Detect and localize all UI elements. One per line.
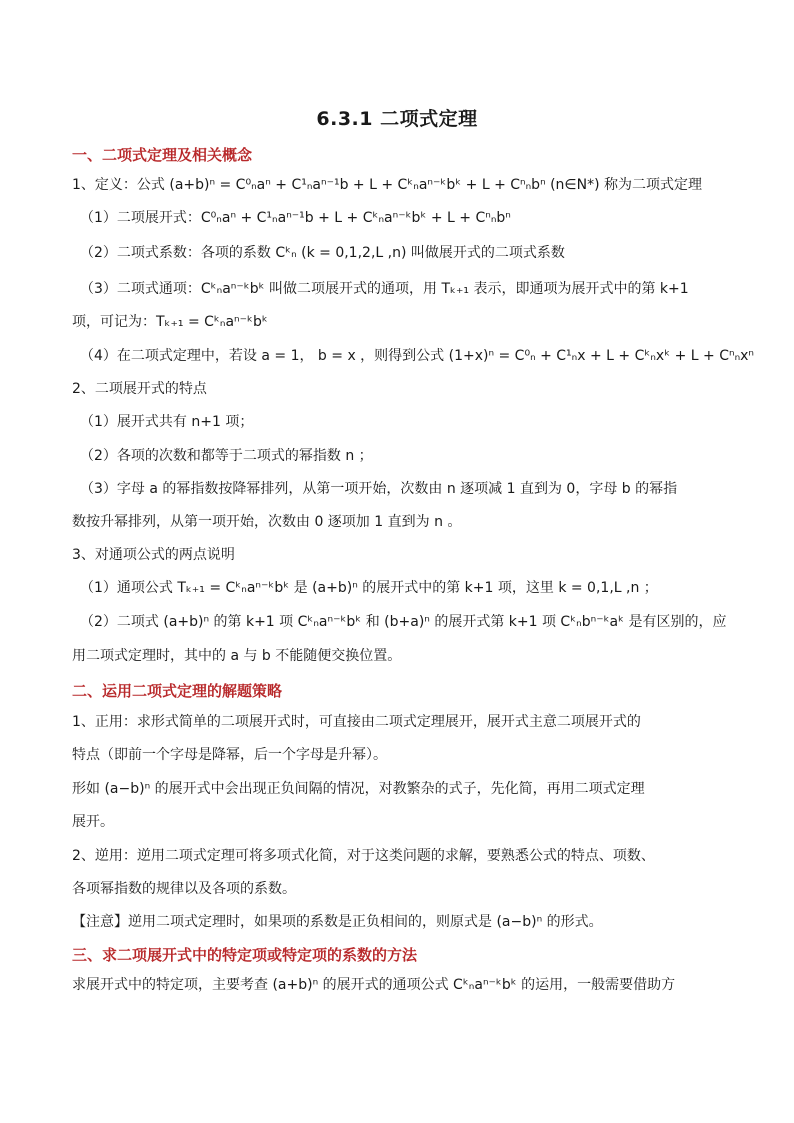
paragraph-note-2-cont: 用二项式定理时，其中的 a 与 b 不能随便交换位置。 bbox=[72, 648, 402, 664]
paragraph-definition: 1、定义：公式 (a+b)ⁿ = C⁰ₙaⁿ + C¹ₙaⁿ⁻¹b + L + Cᵏₙaⁿ⁻ᵏbᵏ + L + Cⁿₙbⁿ (n∈N*) 称为二项式定理 bbox=[72, 177, 703, 193]
paragraph-alternating: 形如 (a−b)ⁿ 的展开式中会出现正负间隔的情况，对教繁杂的式子，先化简，再用二项式定理 bbox=[72, 781, 645, 797]
paragraph-expansion: （1）二项展开式：C⁰ₙaⁿ + C¹ₙaⁿ⁻¹b + L + Cᵏₙaⁿ⁻ᵏbᵏ + L + Cⁿₙbⁿ bbox=[80, 210, 511, 226]
paragraph-note-2: （2）二项式 (a+b)ⁿ 的第 k+1 项 Cᵏₙaⁿ⁻ᵏbᵏ 和 (b+a)ⁿ 的展开式第 k+1 项 Cᵏₙbⁿ⁻ᵏaᵏ 是有区别的，应 bbox=[80, 614, 727, 630]
paragraph-note-1: （1）通项公式 Tₖ₊₁ = Cᵏₙaⁿ⁻ᵏbᵏ 是 (a+b)ⁿ 的展开式中的第 k+1 项，这里 k = 0,1,L ,n ； bbox=[80, 580, 658, 596]
paragraph-feature-3-cont: 数按升幂排列，从第一项开始，次数由 0 逐项加 1 直到为 n 。 bbox=[72, 514, 462, 530]
paragraph-general-term-cont: 项，可记为：Tₖ₊₁ = Cᵏₙaⁿ⁻ᵏbᵏ bbox=[72, 314, 268, 330]
paragraph-direct-use: 1、正用：求形式简单的二项展开式时，可直接由二项式定理展开，展开式主意二项展开式的 bbox=[72, 714, 641, 730]
paragraph-feature-1: （1）展开式共有 n+1 项； bbox=[80, 414, 254, 430]
paragraph-special-case: （4）在二项式定理中，若设 a = 1， b = x ，则得到公式 (1+x)ⁿ = C⁰ₙ + C¹ₙx + L + Cᵏₙxᵏ + L + Cⁿₙxⁿ bbox=[80, 348, 755, 364]
paragraph-notes-heading: 3、对通项公式的两点说明 bbox=[72, 547, 235, 563]
paragraph-alternating-cont: 展开。 bbox=[72, 814, 114, 830]
paragraph-feature-2: （2）各项的次数和都等于二项式的幂指数 n ； bbox=[80, 448, 373, 464]
paragraph-specific-terms: 求展开式中的特定项，主要考查 (a+b)ⁿ 的展开式的通项公式 Cᵏₙaⁿ⁻ᵏbᵏ 的运用，一般需要借助方 bbox=[72, 977, 676, 993]
section-heading-specific-terms: 三、求二项展开式中的特定项或特定项的系数的方法 bbox=[72, 946, 418, 964]
paragraph-direct-use-cont: 特点（即前一个字母是降幂，后一个字母是升幂）。 bbox=[72, 747, 387, 763]
paragraph-reverse-use-cont: 各项幂指数的规律以及各项的系数。 bbox=[72, 881, 296, 897]
paragraph-coefficient: （2）二项式系数：各项的系数 Cᵏₙ (k = 0,1,2,L ,n) 叫做展开式的二项式系数 bbox=[80, 245, 565, 261]
paragraph-attention-note: 【注意】逆用二项式定理时，如果项的系数是正负相间的，则原式是 (a−b)ⁿ 的形式。 bbox=[72, 914, 603, 930]
paragraph-general-term: （3）二项式通项：Cᵏₙaⁿ⁻ᵏbᵏ 叫做二项展开式的通项，用 Tₖ₊₁ 表示，即通项为展开式中的第 k+1 bbox=[80, 281, 689, 297]
paragraph-features-heading: 2、二项展开式的特点 bbox=[72, 381, 207, 397]
paragraph-reverse-use: 2、逆用：逆用二项式定理可将多项式化简，对于这类问题的求解，要熟悉公式的特点、项数、 bbox=[72, 848, 655, 864]
paragraph-feature-3: （3）字母 a 的幂指数按降幂排列，从第一项开始，次数由 n 逐项减 1 直到为 0，字母 b 的幂指 bbox=[80, 481, 678, 497]
section-heading-concepts: 一、二项式定理及相关概念 bbox=[72, 146, 253, 164]
page-title: 6.3.1 二项式定理 bbox=[316, 108, 478, 130]
section-heading-strategies: 二、运用二项式定理的解题策略 bbox=[72, 682, 283, 700]
